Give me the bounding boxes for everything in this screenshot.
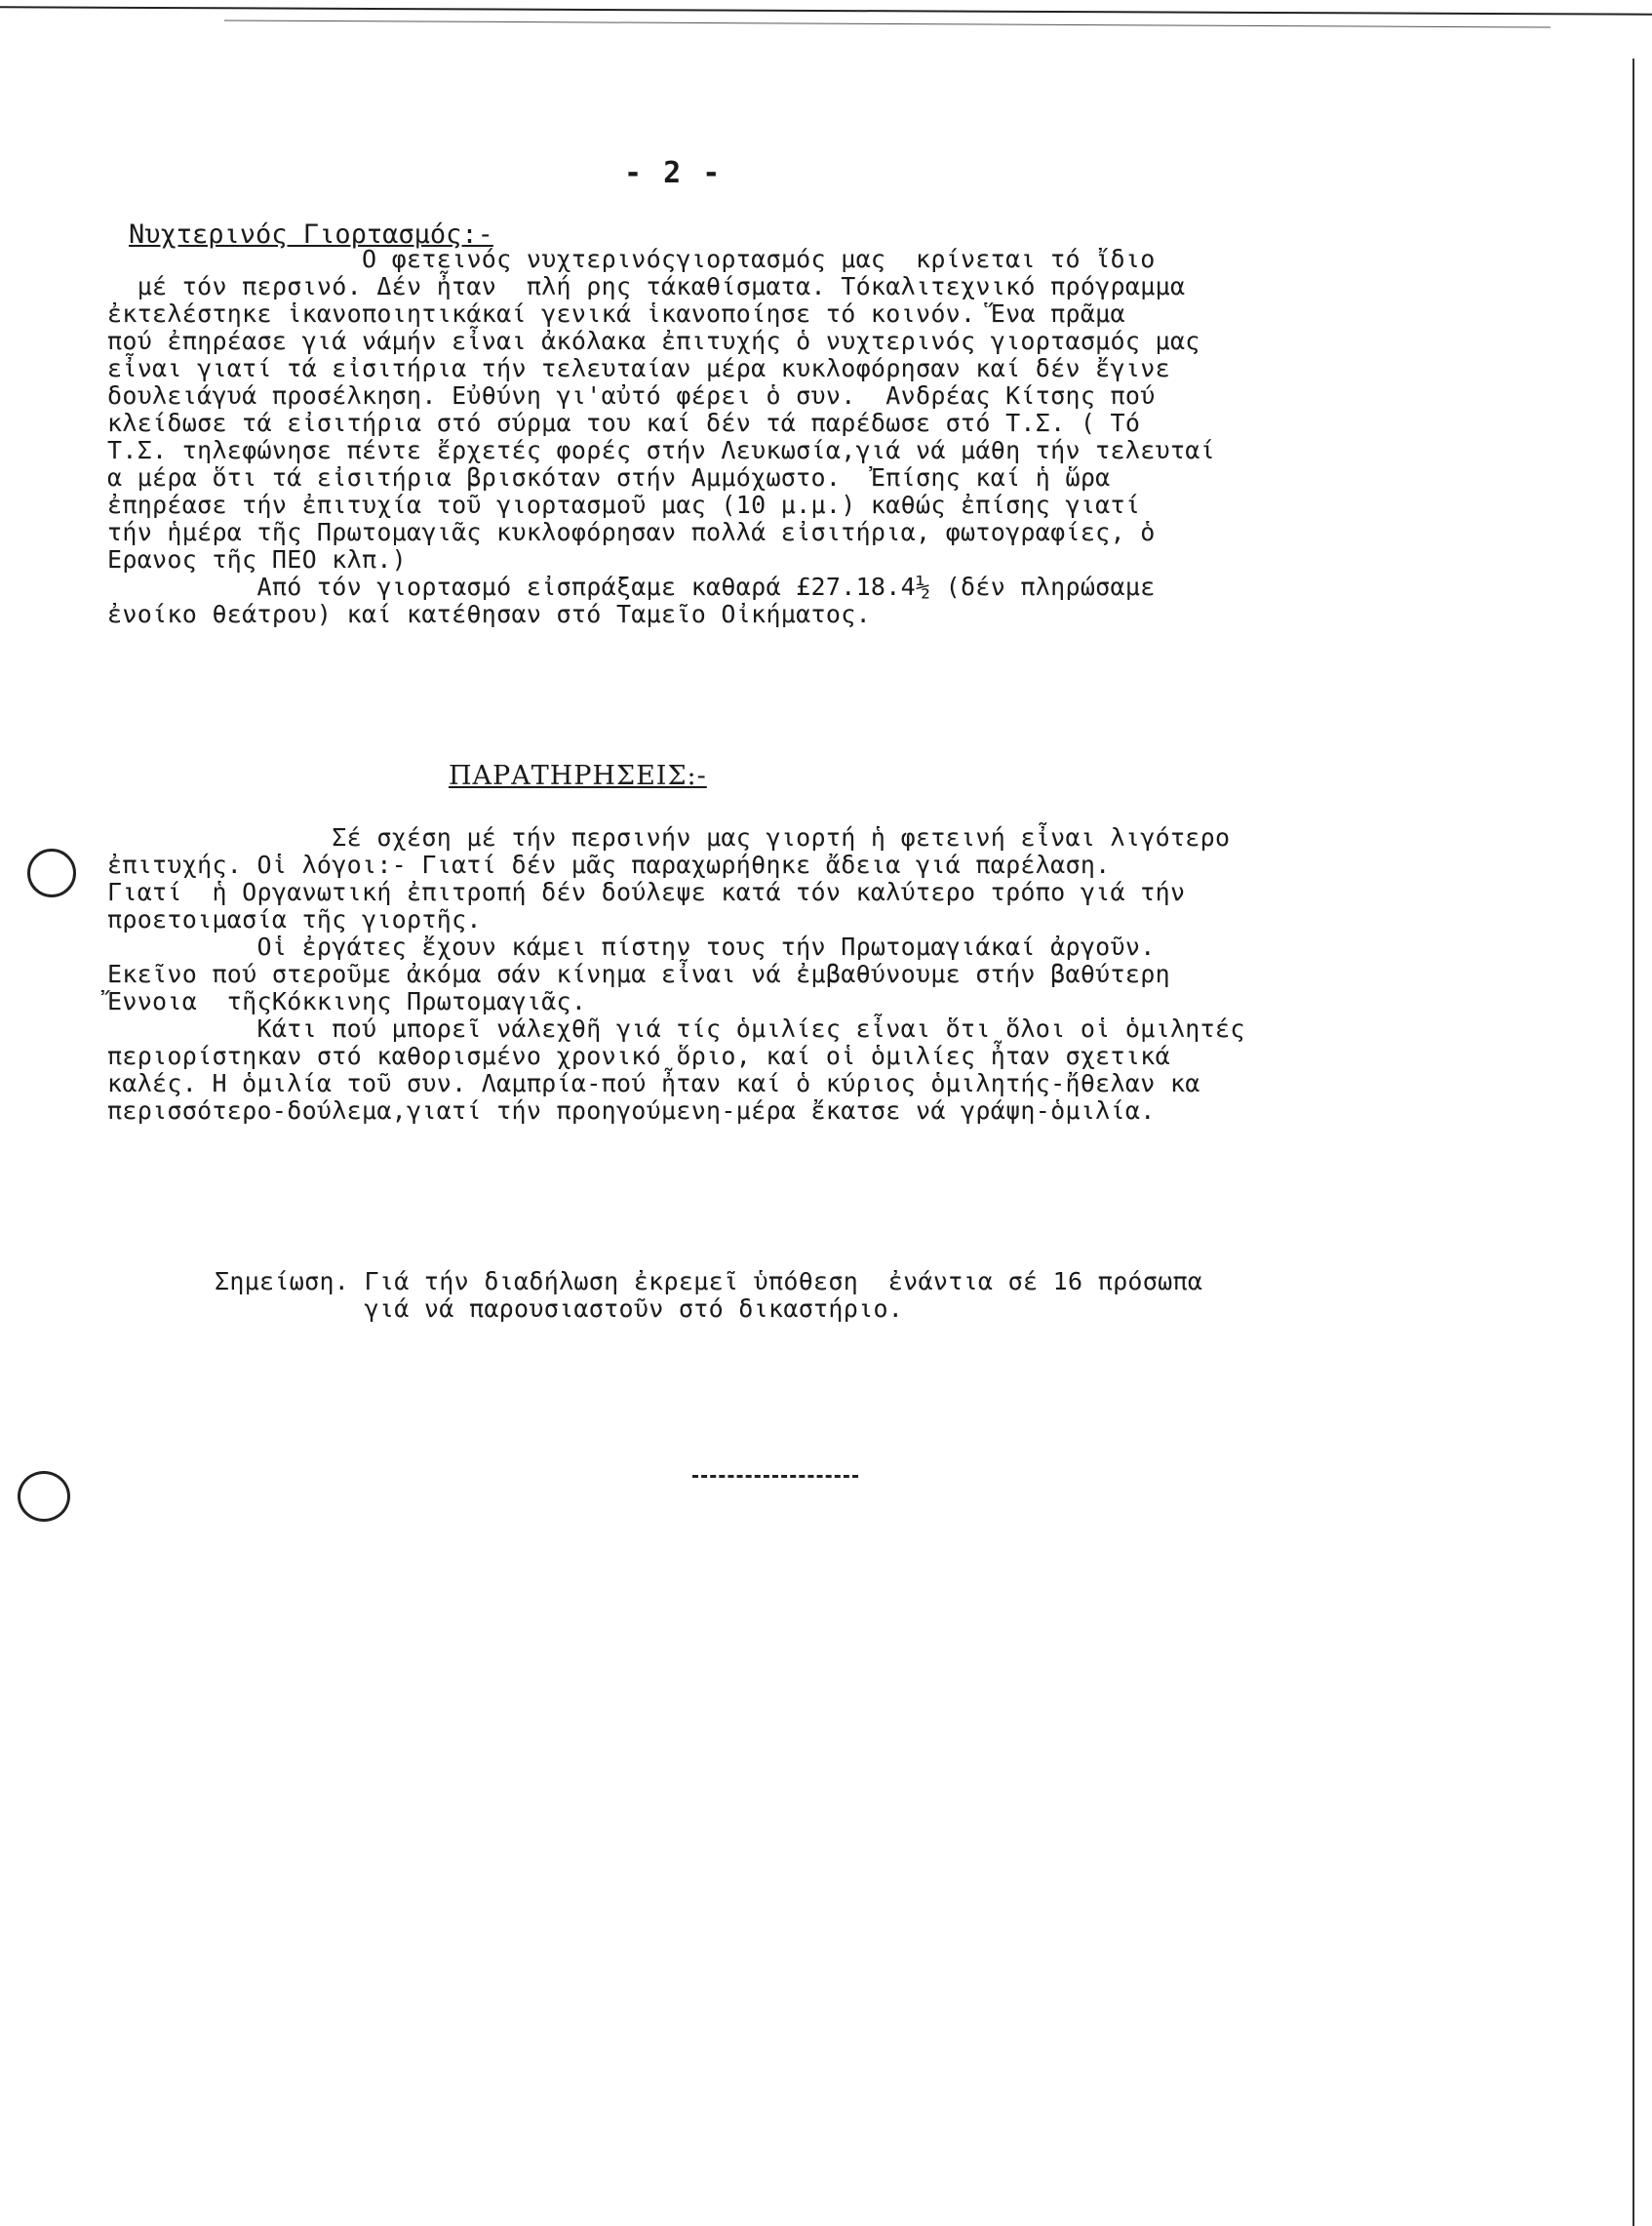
punch-hole-icon	[27, 849, 76, 897]
top-edge-rule	[0, 6, 1652, 15]
section-body-night-celebration: Ο φετεινός νυχτερινόςγιορτασμός μας κρίνεται τό ἴδιο μέ τόν περσινό. Δέν ἦταν πλή ρης τάκαθίσματα. Τόκαλιτεχνικό πρόγραμμα ἐκτελέστηκε ἱκανοποιητικάκαί γενικά ἱκανοποίησε τό κοινόν. Ἕνα πρᾶμα πού ἐπηρέασε γιά νάμήν εἶναι ἀκόλακα ἐπιτυχής ὁ νυχτερινός γιορτασμός μας εἶναι γιατί τά εἰσιτήρια τήν τελευταίαν μέρα κυκλοφόρησαν καί δέν ἔγινε δουλειάγυά προσέλκηση. Εὐθύνη γι'αὐτό φέρει ὁ συν. Ανδρέας Κίτσης πού κλείδωσε τά εἰσιτήρια στό σύρμα του καί δέν τά παρέδωσε στό Τ.Σ. ( Τό Τ.Σ. τηλεφώνησε πέντε ἔρχετές φορές στήν Λευκωσία,γιά νά μάθη τήν τελευταί α μέρα ὅτι τά εἰσιτήρια βρισκόταν στήν Αμμόχωστο. Ἐπίσης καί ἡ ὥρα ἐπηρέασε τήν ἐπιτυχία τοῦ γιορτασμοῦ μας (10 μ.μ.) καθώς ἐπίσης γιατί τήν ἡμέρα τῆς Πρωτομαγιᾶς κυκλοφόρησαν πολλά εἰσιτήρια, φωτογραφίες, ὁ Ερανος τῆς ΠΕΟ κλπ.) Από τόν γιορτασμό εἰσπράξαμε καθαρά £27.18.4½ (δέν πληρώσαμε ἐνοίκο θεάτρου) καί κατέθησαν στό Ταμεῖο Οἰκήματος.	[107, 245, 1215, 628]
top-edge-rule-secondary	[224, 20, 1551, 27]
punch-hole-icon	[18, 1471, 70, 1522]
section-heading-night-celebration: Νυχτερινός Γιορτασμός:-	[129, 219, 493, 250]
closing-divider	[692, 1475, 858, 1478]
page-number: - 2 -	[624, 156, 723, 190]
section-body-observations: Σέ σχέση μέ τήν περσινήν μας γιορτή ἡ φετεινή εἶναι λιγότερο ἐπιτυχής. Οἱ λόγοι:- Γιατί δέν μᾶς παραχωρήθηκε ἄδεια γιά παρέλαση. Γιατί ἡ Οργανωτική ἐπιτροπή δέν δούλεψε κατά τόν καλύτερο τρόπο γιά τήν προετοιμασία τῆς γιορτῆς. Οἱ ἐργάτες ἔχουν κάμει πίστην τους τήν Πρωτομαγιάκαί ἀργοῦν. Εκεῖνο πού στεροῦμε ἀκόμα σάν κίνημα εἶναι νά ἐμβαθύνουμε στήν βαθύτερη Ἔννοια τῆςΚόκκινης Πρωτομαγιᾶς. Κάτι πού μπορεῖ νάλεχθῆ γιά τίς ὁμιλίες εἶναι ὅτι ὅλοι οἱ ὁμιλητές περιορίστηκαν στό καθορισμένο χρονικό ὅριο, καί οἱ ὁμιλίες ἦταν σχετικά καλές. Η ὁμιλία τοῦ συν. Λαμπρία-πού ἦταν καί ὁ κύριος ὁμιλητής-ἤθελαν κα περισσότερο-δούλεμα,γιατί τήν προηγούμενη-μέρα ἔκατσε νά γράψη-ὁμιλία.	[107, 823, 1245, 1125]
note-paragraph: Σημείωση. Γιά τήν διαδήλωση ἐκρεμεῖ ὑπόθεση ἐνάντια σέ 16 πρόσωπα γιά νά παρουσιαστοῦν στό δικαστήριο.	[215, 1267, 1203, 1323]
section-heading-observations: ΠΑΡΑΤΗΡΗΣΕΙΣ:-	[449, 761, 707, 791]
right-page-edge	[1632, 59, 1634, 2226]
